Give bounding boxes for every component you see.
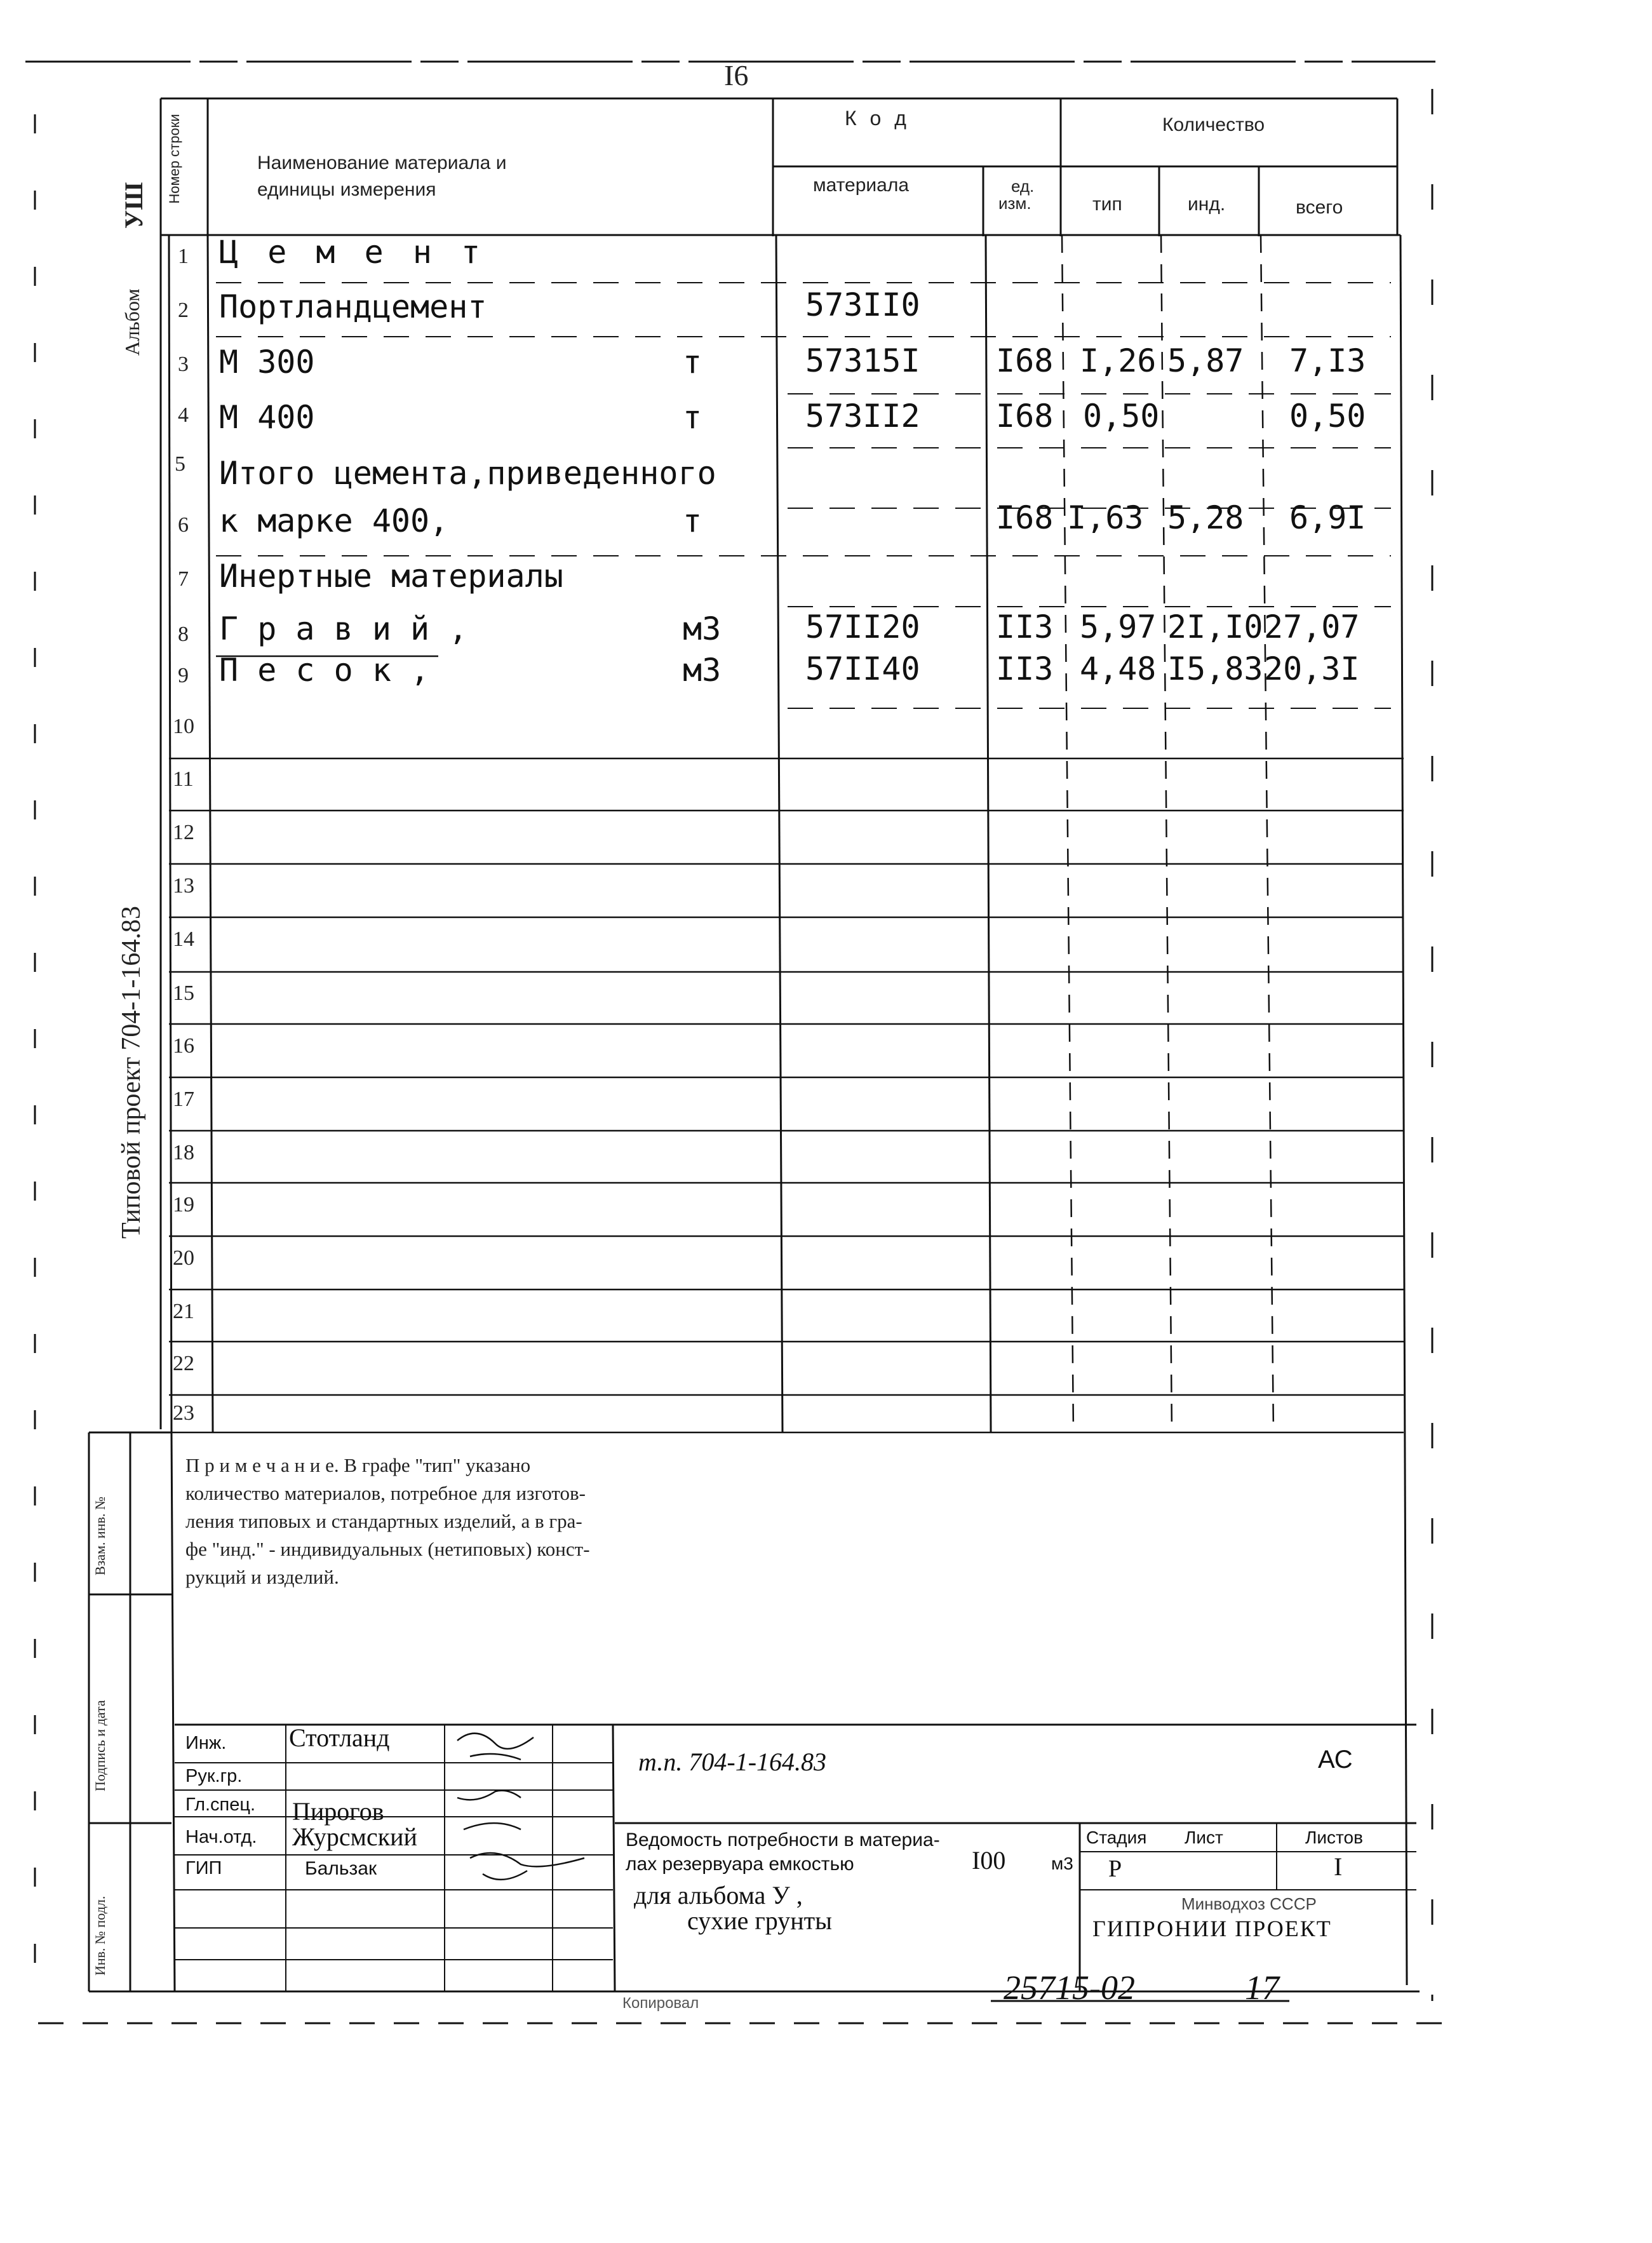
row-number: 21: [173, 1300, 194, 1323]
qty-ind: 5,87: [1167, 342, 1244, 379]
role-engineer: Инж.: [185, 1733, 227, 1753]
row-number: 8: [178, 623, 189, 646]
row-number: 15: [173, 981, 194, 1005]
row-number: 3: [178, 353, 189, 376]
name-chief-spec: Пирогов: [292, 1797, 384, 1826]
material-name: Г р а в и й ,: [219, 610, 468, 647]
row-number: 23: [173, 1401, 194, 1425]
note-line: ления типовых и стандартных изделий, а в гра-: [185, 1510, 582, 1532]
row-number: 7: [178, 567, 189, 591]
note-line: фе "инд." - индивидуальных (нетиповых) конст-: [185, 1538, 590, 1560]
unit: т: [683, 502, 702, 539]
unit-code: I68: [996, 398, 1054, 434]
material-code: 57315I: [805, 342, 920, 379]
role-dept-head: Нач.отд.: [185, 1827, 257, 1847]
code-group-header: К о д: [845, 107, 910, 130]
code-unit-header-2: изм.: [998, 194, 1031, 213]
code-unit-header-1: ед.: [1011, 177, 1035, 196]
row-number: 16: [173, 1034, 194, 1058]
qty-total: 6,9I: [1289, 499, 1366, 536]
row-number: 19: [173, 1193, 194, 1216]
material-code: 57II40: [805, 650, 920, 687]
archive-number: 25715-02: [1004, 1969, 1135, 2007]
title-capacity-unit: м3: [1051, 1854, 1073, 1873]
sheets-value: I: [1334, 1852, 1343, 1881]
material-name: Итого цемента,приведенного: [219, 455, 716, 492]
row-number: 2: [178, 299, 189, 322]
row-number: 12: [173, 821, 194, 844]
unit: м3: [683, 610, 722, 647]
stamp-inv-label: Инв. № подл.: [92, 1896, 108, 1976]
unit: т: [683, 344, 702, 381]
row-number: 5: [175, 452, 185, 476]
org-line1: Минводхоз СССР: [1181, 1894, 1317, 1913]
note-line: рукций и изделий.: [185, 1566, 339, 1588]
role-chief-spec: Гл.спец.: [185, 1795, 256, 1815]
row-number: 9: [178, 664, 189, 687]
title-line1: Ведомость потребности в материа-: [626, 1829, 940, 1850]
title-line3: для альбома У ,: [634, 1881, 803, 1910]
note-line: П р и м е ч а н и е. В графе "тип" указано: [185, 1454, 531, 1476]
unit: м3: [683, 652, 722, 689]
row-number: 18: [173, 1141, 194, 1164]
qty-typ: I,26: [1080, 342, 1157, 379]
name-engineer: Стотланд: [289, 1723, 390, 1752]
material-code: 57II20: [805, 609, 920, 645]
org-line2: ГИПРОНИИ ПРОЕКТ: [1092, 1916, 1332, 1941]
qty-ind-header: инд.: [1188, 194, 1226, 215]
unit-code: II3: [996, 609, 1054, 645]
qty-group-header: Количество: [1162, 114, 1265, 135]
stage-label: Стадия: [1086, 1828, 1147, 1847]
copied-label: Копировал: [622, 1995, 699, 2012]
album-number: УШ: [119, 182, 148, 229]
qty-total: 20,3I: [1264, 650, 1360, 687]
material-code: 573II2: [805, 398, 920, 434]
role-gip: ГИП: [185, 1858, 222, 1878]
title-line2: лах резервуара емкостью: [626, 1854, 854, 1875]
stamp-sign-label: Подпись и дата: [92, 1700, 108, 1791]
material-name: Ц е м е н т: [219, 234, 486, 271]
row-number: 22: [173, 1352, 194, 1375]
qty-ind: I5,83: [1167, 650, 1263, 687]
qty-ind: 2I,I0: [1167, 609, 1263, 645]
material-name: М 400: [219, 399, 315, 436]
row-number: 13: [173, 874, 194, 898]
row-number: 4: [178, 403, 189, 427]
qty-typ: 0,50: [1083, 398, 1160, 434]
qty-total-header: всего: [1296, 197, 1343, 218]
qty-total: 7,I3: [1289, 342, 1366, 379]
sheet-label: Лист: [1185, 1828, 1223, 1847]
material-name: П е с о к ,: [219, 652, 430, 689]
qty-typ: 5,97: [1080, 609, 1157, 645]
material-name: Портландцемент: [219, 288, 487, 325]
code-material-header: материала: [813, 175, 910, 196]
unit-code: II3: [996, 650, 1054, 687]
title-line4: сухие грунты: [687, 1906, 833, 1935]
row-number: 20: [173, 1246, 194, 1270]
material-name: к марке 400,: [219, 502, 449, 539]
name-gip: Бальзак: [305, 1858, 377, 1879]
role-group-lead: Рук.гр.: [185, 1766, 243, 1786]
album-label: Альбом: [121, 288, 144, 356]
sheet-mark: АС: [1318, 1746, 1353, 1774]
unit: т: [683, 399, 702, 436]
qty-total: 0,50: [1289, 398, 1366, 434]
note-block: [185, 1452, 795, 1591]
unit-code: I68: [996, 499, 1054, 536]
row-number: 10: [173, 715, 194, 738]
material-code: 573II0: [805, 286, 920, 323]
qty-ind: 5,28: [1167, 499, 1244, 536]
qty-total: 27,07: [1264, 609, 1360, 645]
stage-value: Р: [1108, 1856, 1122, 1882]
qty-typ: I,63: [1067, 499, 1144, 536]
row-number-header: Номер строки: [166, 114, 182, 204]
sheets-label: Листов: [1305, 1828, 1363, 1847]
row-number: 1: [178, 245, 189, 268]
footer-page: 17: [1245, 1969, 1279, 2007]
unit-code: I68: [996, 342, 1054, 379]
name-dept-head: Журсмский: [292, 1822, 417, 1851]
material-name: Инертные материалы: [219, 558, 563, 595]
title-capacity: I00: [972, 1846, 1006, 1875]
stamp-replace-label: Взам. инв. №: [92, 1497, 108, 1575]
row-number: 17: [173, 1088, 194, 1111]
name-header-line2: единицы измерения: [257, 179, 436, 200]
doc-code: т.п. 704-1-164.83: [638, 1748, 827, 1776]
project-label: Типовой проект 704-1-164.83: [117, 906, 146, 1239]
row-number: 14: [173, 927, 194, 951]
page-number: I6: [724, 59, 749, 91]
row-number: 6: [178, 513, 189, 537]
qty-typ: 4,48: [1080, 650, 1157, 687]
note-line: количество материалов, потребное для изготов-: [185, 1482, 586, 1504]
row-number: 11: [173, 767, 194, 791]
qty-typ-header: тип: [1092, 194, 1122, 215]
name-header-line1: Наименование материала и: [257, 152, 507, 173]
material-name: М 300: [219, 344, 315, 381]
